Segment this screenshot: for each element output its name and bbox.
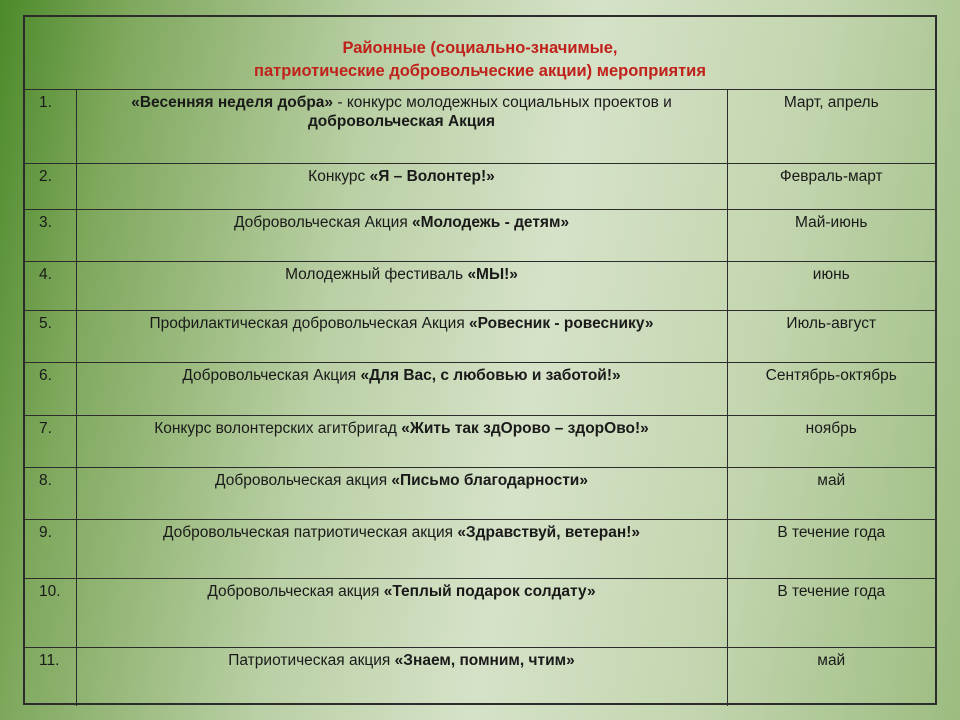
row-num: 4. xyxy=(39,265,52,283)
row-event xyxy=(76,415,727,467)
row-date xyxy=(727,209,935,261)
row-date xyxy=(727,415,935,467)
row-num: 3. xyxy=(39,213,52,231)
row-number xyxy=(25,163,76,209)
row-bold: «Теплый подарок солдату» xyxy=(383,582,596,600)
row-date xyxy=(727,163,935,209)
row-num: 6. xyxy=(39,366,52,384)
row-date: Июль-август xyxy=(786,314,877,332)
row-bold: «Весенняя неделя добра» xyxy=(131,94,334,111)
table-row xyxy=(25,163,935,209)
table-row xyxy=(25,578,935,647)
row-bold: «Молодежь - детям» xyxy=(412,213,570,231)
row-number xyxy=(25,362,76,415)
row-number xyxy=(25,209,76,261)
row-event xyxy=(76,163,727,209)
row-pre: Добровольческая Акция xyxy=(182,366,361,384)
table-row xyxy=(25,362,935,415)
row-num: 9. xyxy=(39,523,52,541)
table-row xyxy=(25,261,935,310)
table-row xyxy=(25,519,935,578)
row-number xyxy=(25,415,76,467)
row-pre: Добровольческая Акция xyxy=(233,213,413,231)
row-num: 2. xyxy=(39,167,52,185)
row-date: Май-июнь xyxy=(795,213,868,231)
row-date: ноябрь xyxy=(805,419,857,437)
row-date: июнь xyxy=(812,265,850,283)
row-pre: Профилактическая добровольческая Акция xyxy=(149,314,470,332)
row-bold: «Письмо благодарности» xyxy=(391,471,588,489)
row-number xyxy=(25,578,76,647)
row-date xyxy=(727,310,935,362)
row-mid: - конкурс молодежных социальных проектов и xyxy=(333,94,672,111)
row-event xyxy=(76,578,727,647)
row-bold: «Знаем, помним, чтим» xyxy=(394,651,575,669)
events-grid xyxy=(25,90,935,706)
row-bold2: добровольческая Акция xyxy=(307,113,496,130)
row-date: Март, апрель xyxy=(783,94,879,111)
table-row xyxy=(25,209,935,261)
row-date xyxy=(727,362,935,415)
table-row xyxy=(25,467,935,519)
row-number xyxy=(25,310,76,362)
row-date: В течение года xyxy=(777,582,886,600)
row-event xyxy=(76,261,727,310)
row-date: май xyxy=(817,651,846,669)
row-date: Сентябрь-октябрь xyxy=(765,366,897,384)
row-number xyxy=(25,90,76,163)
row-pre: Молодежный фестиваль xyxy=(285,265,468,283)
row-date xyxy=(727,261,935,310)
row-event xyxy=(76,467,727,519)
row-num: 8. xyxy=(39,471,52,489)
row-bold: «МЫ!» xyxy=(467,265,518,283)
events-table xyxy=(23,15,937,705)
row-number xyxy=(25,261,76,310)
row-pre: Конкурс xyxy=(308,167,370,185)
row-num: 1. xyxy=(39,94,52,111)
title-line-2: патриотические добровольческие акции) мероприятия xyxy=(254,62,706,80)
row-date xyxy=(727,467,935,519)
row-bold: «Для Вас, с любовью и заботой!» xyxy=(360,366,621,384)
row-date xyxy=(727,519,935,578)
row-num: 7. xyxy=(39,419,52,437)
row-number xyxy=(25,647,76,706)
row-date xyxy=(727,647,935,706)
row-date xyxy=(727,90,935,163)
table-row xyxy=(25,90,935,163)
row-event xyxy=(76,209,727,261)
row-date: В течение года xyxy=(777,523,886,541)
row-bold: «Я – Волонтер!» xyxy=(369,167,495,185)
row-date: Февраль-март xyxy=(779,167,883,185)
row-bold: «Здравствуй, ветеран!» xyxy=(457,523,641,541)
row-pre: Добровольческая патриотическая акция xyxy=(162,523,458,541)
row-num: 11. xyxy=(39,651,60,669)
row-num: 5. xyxy=(39,314,52,332)
row-pre: Добровольческая акция xyxy=(215,471,392,489)
row-event xyxy=(76,90,727,163)
row-bold: «Жить так здОрово – здорОво!» xyxy=(401,419,649,437)
row-number xyxy=(25,519,76,578)
row-event xyxy=(76,647,727,706)
table-title xyxy=(25,17,935,90)
row-number xyxy=(25,467,76,519)
row-event xyxy=(76,362,727,415)
row-pre: Конкурс волонтерских агитбригад xyxy=(154,419,402,437)
row-bold: «Ровесник - ровеснику» xyxy=(469,314,654,332)
row-date xyxy=(727,578,935,647)
row-pre: Патриотическая акция xyxy=(228,651,395,669)
table-row xyxy=(25,415,935,467)
table-row xyxy=(25,310,935,362)
row-event xyxy=(76,519,727,578)
table-row xyxy=(25,647,935,706)
row-date: май xyxy=(817,471,846,489)
row-event xyxy=(76,310,727,362)
row-pre: Добровольческая акция xyxy=(207,582,384,600)
row-num: 10. xyxy=(39,582,61,600)
title-line-1: Районные (социально-значимые, xyxy=(342,39,618,57)
